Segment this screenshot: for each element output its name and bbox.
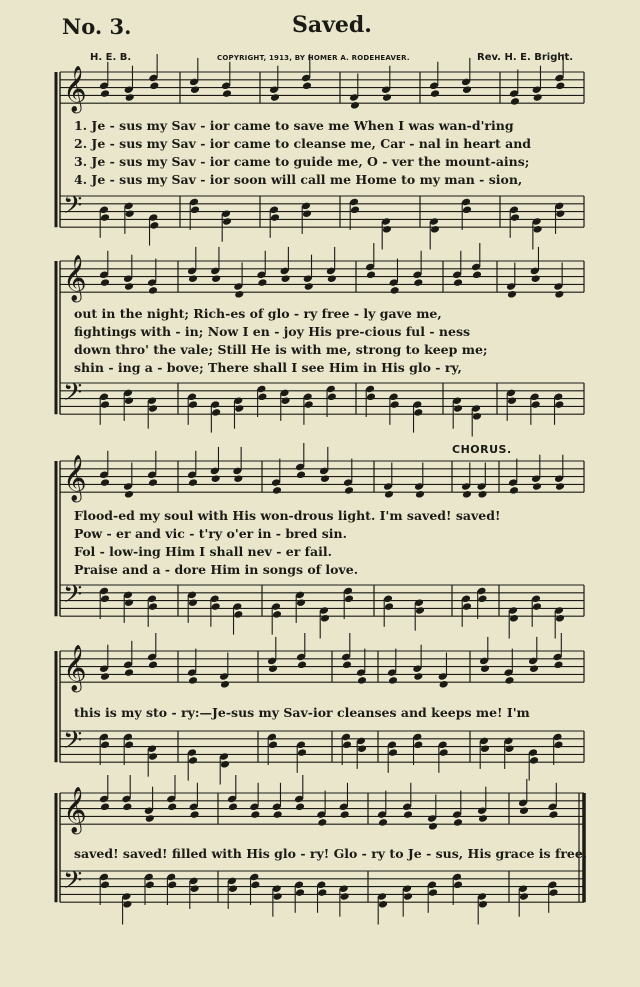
notehead — [167, 802, 177, 811]
notehead — [403, 892, 413, 901]
notehead — [428, 888, 438, 897]
notehead — [350, 205, 360, 214]
notehead — [462, 602, 472, 611]
notehead — [220, 760, 230, 769]
notehead — [472, 270, 482, 279]
notehead — [554, 290, 564, 299]
notehead — [480, 664, 490, 673]
notehead — [188, 400, 198, 409]
system-1-verse-3: 3. Je - sus my Sav - ior came to guide me, O - ver the mount-ains; — [74, 154, 530, 169]
notehead — [378, 900, 388, 909]
notehead — [124, 282, 134, 291]
system-3-verse-4: Praise and a - dore Him in songs of love. — [74, 562, 359, 577]
notehead — [366, 392, 376, 401]
notehead — [340, 810, 350, 819]
notehead — [413, 672, 423, 681]
notehead — [228, 884, 238, 893]
notehead — [220, 680, 230, 689]
notehead — [555, 482, 565, 491]
notehead — [531, 274, 541, 283]
notehead — [327, 274, 337, 283]
system-4-lyrics: this is my sto - ry:—Je-sus my Sav-ior cleanses and keeps me! I'm — [74, 705, 530, 720]
notehead — [100, 740, 110, 749]
notehead — [273, 892, 283, 901]
notehead — [272, 486, 282, 495]
notehead — [211, 474, 221, 483]
notehead — [462, 490, 472, 499]
system-2-verse-3: down thro' the vale; Still He is with me, strong to keep me; — [74, 342, 488, 357]
notehead — [297, 660, 307, 669]
notehead — [533, 225, 543, 234]
notehead — [390, 400, 400, 409]
notehead — [366, 270, 376, 279]
notehead — [124, 490, 134, 499]
notehead — [519, 806, 529, 815]
copyright-notice: COPYRIGHT, 1913, BY HOMER A. RODEHEAVER. — [217, 54, 410, 62]
notehead — [415, 490, 425, 499]
notehead — [100, 672, 110, 681]
notehead — [100, 400, 110, 409]
notehead — [462, 85, 472, 94]
notehead — [453, 880, 463, 889]
notehead — [268, 664, 278, 673]
notehead — [222, 89, 232, 98]
notehead — [167, 880, 177, 889]
notehead — [555, 81, 565, 90]
notehead — [190, 205, 200, 214]
system-3-verse-3: Fol - low-ing Him I shall nev - er fail. — [74, 544, 332, 559]
notehead — [504, 744, 514, 753]
notehead — [281, 274, 291, 283]
notehead — [553, 740, 563, 749]
notehead — [384, 490, 394, 499]
notehead — [507, 396, 517, 405]
notehead — [190, 85, 200, 94]
notehead — [234, 290, 244, 299]
notehead — [148, 752, 158, 761]
system-5-lyrics: saved! saved! filled with His glo - ry! Glo - ry to Je - sus, His grace is free. — [74, 846, 588, 861]
notehead — [453, 818, 463, 827]
system-1-verse-4: 4. Je - sus my Sav - ior soon will call me Home to my man - sion, — [74, 172, 523, 187]
system-3-verse-2: Pow - er and vic - t'ry o'er in - bred sin. — [74, 526, 347, 541]
notehead — [378, 818, 388, 827]
notehead — [270, 213, 280, 222]
hymn-number: No. 3. — [62, 14, 132, 39]
notehead — [453, 404, 463, 413]
notehead — [149, 81, 159, 90]
notehead — [532, 482, 542, 491]
notehead — [296, 470, 306, 479]
notehead — [124, 668, 134, 677]
notehead — [510, 213, 520, 222]
notehead — [340, 892, 350, 901]
notehead — [190, 810, 200, 819]
system-1-verse-2: 2. Je - sus my Sav - ior came to cleanse me, Car - nal in heart and — [74, 136, 532, 151]
notehead — [100, 594, 110, 603]
notehead — [188, 756, 198, 765]
notehead — [342, 660, 352, 669]
notehead — [145, 814, 155, 823]
notehead — [233, 610, 243, 619]
notehead — [100, 478, 110, 487]
composer-credit: Rev. H. E. Bright. — [477, 52, 574, 63]
system-2-verse-1: out in the night; Rich-es of glo - ry free - ly gave me, — [74, 306, 442, 321]
notehead — [211, 408, 221, 417]
notehead — [430, 225, 440, 234]
notehead — [295, 888, 305, 897]
notehead — [317, 888, 327, 897]
notehead — [430, 89, 440, 98]
system-1-verse-1: 1. Je - sus my Sav - ior came to save me When I was wan-d'ring — [74, 118, 514, 133]
notehead — [453, 278, 463, 287]
chorus-label: CHORUS. — [452, 443, 512, 456]
hymn-title: Saved. — [292, 12, 372, 38]
notehead — [188, 676, 198, 685]
notehead — [507, 290, 517, 299]
treble-clef-icon: 𝄞 — [63, 455, 87, 501]
notehead — [228, 802, 238, 811]
notehead — [548, 810, 558, 819]
treble-clef-icon: 𝄞 — [63, 787, 87, 833]
notehead — [100, 802, 110, 811]
bass-clef-icon: 𝄢 — [63, 191, 83, 226]
bass-clef-icon: 𝄢 — [63, 580, 83, 615]
notehead — [234, 404, 244, 413]
notehead — [478, 900, 488, 909]
notehead — [100, 880, 110, 889]
notehead — [124, 740, 134, 749]
notehead — [510, 97, 520, 106]
notehead — [415, 606, 425, 615]
notehead — [413, 278, 423, 287]
treble-clef-icon: 𝄞 — [63, 255, 87, 301]
notehead — [268, 740, 278, 749]
notehead — [100, 89, 110, 98]
notehead — [304, 282, 314, 291]
notehead — [100, 278, 110, 287]
system-2-verse-4: shin - ing a - bove; There shall I see Him in His glo - ry, — [74, 360, 462, 375]
notehead — [188, 274, 198, 283]
notehead — [428, 822, 438, 831]
notehead — [384, 602, 394, 611]
notehead — [250, 810, 260, 819]
notehead — [272, 610, 282, 619]
notehead — [529, 756, 539, 765]
notehead — [554, 400, 564, 409]
notehead — [295, 802, 305, 811]
notehead — [149, 221, 159, 230]
notehead — [124, 396, 134, 405]
notehead — [281, 396, 291, 405]
notehead — [302, 81, 312, 90]
notehead — [532, 602, 542, 611]
bass-clef-icon: 𝄢 — [63, 378, 83, 413]
notehead — [390, 286, 400, 295]
notehead — [413, 408, 423, 417]
notehead — [509, 486, 519, 495]
notehead — [188, 478, 198, 487]
notehead — [270, 93, 280, 102]
notehead — [317, 818, 327, 827]
notehead — [148, 478, 158, 487]
notehead — [257, 278, 267, 287]
treble-clef-icon: 𝄞 — [63, 66, 87, 112]
notehead — [188, 598, 198, 607]
notehead — [344, 486, 354, 495]
notehead — [388, 676, 398, 685]
notehead — [509, 614, 519, 623]
notehead — [413, 740, 423, 749]
notehead — [342, 740, 352, 749]
notehead — [478, 814, 488, 823]
notehead — [222, 217, 232, 226]
notehead — [555, 209, 565, 218]
lyricist-credit: H. E. B. — [90, 52, 132, 63]
notehead — [125, 93, 135, 102]
notehead — [472, 412, 482, 421]
notehead — [124, 598, 134, 607]
notehead — [297, 748, 307, 757]
notehead — [504, 676, 514, 685]
notehead — [548, 888, 558, 897]
notehead — [533, 93, 543, 102]
bass-clef-icon: 𝄢 — [63, 866, 83, 901]
notehead — [553, 660, 563, 669]
notehead — [555, 614, 565, 623]
notehead — [529, 664, 539, 673]
notehead — [148, 660, 158, 669]
system-2-verse-2: fightings with - in; Now I en - joy His pre-cious ful - ness — [74, 324, 471, 339]
notehead — [233, 474, 243, 483]
notehead — [100, 213, 110, 222]
notehead — [190, 884, 200, 893]
notehead — [145, 880, 155, 889]
notehead — [302, 209, 312, 218]
notehead — [273, 810, 283, 819]
notehead — [477, 490, 487, 499]
notehead — [382, 225, 392, 234]
notehead — [296, 598, 306, 607]
notehead — [531, 400, 541, 409]
notehead — [439, 680, 449, 689]
notehead — [357, 744, 367, 753]
notehead — [148, 404, 158, 413]
notehead — [211, 602, 221, 611]
notehead — [250, 880, 260, 889]
notehead — [403, 810, 413, 819]
notehead — [519, 892, 529, 901]
system-3-verse-1: Flood-ed my soul with His won-drous light. I'm saved! saved! — [74, 508, 501, 523]
notehead — [148, 286, 158, 295]
notehead — [388, 748, 398, 757]
notehead — [480, 744, 490, 753]
notehead — [122, 900, 132, 909]
notehead — [477, 594, 487, 603]
notehead — [439, 748, 449, 757]
notehead — [122, 802, 132, 811]
notehead — [257, 392, 267, 401]
notehead — [125, 209, 135, 218]
notehead — [304, 400, 314, 409]
bass-clef-icon: 𝄢 — [63, 726, 83, 761]
notehead — [320, 614, 330, 623]
notehead — [327, 392, 337, 401]
notehead — [357, 676, 367, 685]
notehead — [344, 594, 354, 603]
notehead — [148, 602, 158, 611]
treble-clef-icon: 𝄞 — [63, 645, 87, 691]
notehead — [350, 101, 360, 110]
notehead — [462, 205, 472, 214]
notehead — [211, 274, 221, 283]
notehead — [320, 474, 330, 483]
notehead — [382, 93, 392, 102]
